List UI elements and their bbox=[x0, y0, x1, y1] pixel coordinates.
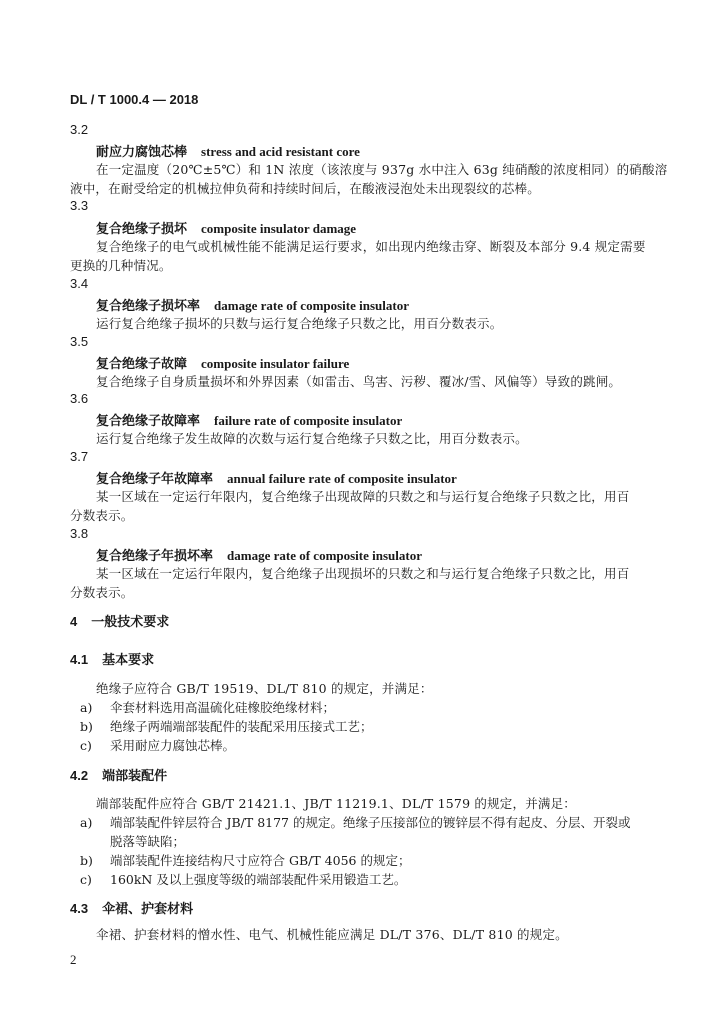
subsection-heading bbox=[70, 765, 167, 784]
subsection-number: 4.1 bbox=[70, 652, 89, 667]
section-number: 4 bbox=[70, 614, 78, 629]
term-title-en: annual failure rate of composite insulator bbox=[227, 471, 457, 486]
term-title-en: failure rate of composite insulator bbox=[214, 413, 403, 428]
term-definition-line: 复合绝缘子自身质量损坏和外界因素（如雷击、鸟害、污秽、覆冰/雪、风偏等）导致的跳闸。 bbox=[96, 374, 622, 389]
standard-number: DL / T 1000.4 — 2018 bbox=[70, 92, 199, 107]
paragraph: 伞裙、护套材料的憎水性、电气、机械性能应满足 DL/T 376、DL/T 810 的规定。 bbox=[96, 927, 568, 942]
term-number: 3.4 bbox=[70, 276, 89, 291]
section-heading bbox=[70, 611, 169, 630]
subsection-number: 4.3 bbox=[70, 901, 89, 916]
term-definition-line: 更换的几种情况。 bbox=[70, 258, 172, 273]
list-item bbox=[80, 870, 406, 888]
term-title-cn: 复合绝缘子损坏率 bbox=[96, 299, 201, 314]
term-definition-line: 分数表示。 bbox=[70, 585, 134, 600]
paragraph: 端部装配件应符合 GB/T 21421.1、JB/T 11219.1、DL/T 1579 的规定，并满足： bbox=[96, 796, 576, 811]
term-number: 3.6 bbox=[70, 391, 89, 406]
term-title-en: damage rate of composite insulator bbox=[214, 298, 409, 313]
term-title-en: damage rate of composite insulator bbox=[227, 548, 422, 563]
list-item bbox=[80, 736, 235, 754]
term-title-cn: 复合绝缘子损坏 bbox=[96, 222, 188, 237]
term-definition-line: 某一区域在一定运行年限内，复合绝缘子出现故障的只数之和与运行复合绝缘子只数之比，用百 bbox=[96, 489, 630, 504]
term-title bbox=[96, 410, 402, 429]
list-item bbox=[80, 717, 373, 735]
term-title-cn: 复合绝缘子故障 bbox=[96, 357, 188, 372]
paragraph: 绝缘子应符合 GB/T 19519、DL/T 810 的规定，并满足： bbox=[96, 681, 433, 696]
list-text: 采用耐应力腐蚀芯棒。 bbox=[110, 738, 236, 753]
term-definition-line: 在一定温度（20℃±5℃）和 1N 浓度（该浓度与 937g 水中注入 63g 纯硝酸的浓度相同）的硝酸溶 bbox=[96, 162, 668, 177]
term-number: 3.2 bbox=[70, 122, 89, 137]
term-title-cn: 复合绝缘子故障率 bbox=[96, 414, 201, 429]
term-title bbox=[96, 545, 422, 564]
term-title bbox=[96, 295, 409, 314]
list-item bbox=[80, 698, 335, 716]
term-number: 3.7 bbox=[70, 449, 89, 464]
list-marker: c) bbox=[80, 738, 92, 753]
term-title bbox=[96, 141, 360, 160]
list-marker: a) bbox=[80, 700, 93, 715]
term-title-en: composite insulator failure bbox=[201, 356, 350, 371]
term-title bbox=[96, 353, 349, 372]
list-marker: a) bbox=[80, 815, 93, 830]
term-title-cn: 复合绝缘子年损坏率 bbox=[96, 549, 214, 564]
term-definition-line: 分数表示。 bbox=[70, 508, 134, 523]
term-definition-line: 运行复合绝缘子发生故障的次数与运行复合绝缘子只数之比，用百分数表示。 bbox=[96, 431, 528, 446]
term-definition-line: 复合绝缘子的电气或机械性能不能满足运行要求，如出现内绝缘击穿、断裂及本部分 9.4 规定需要 bbox=[96, 239, 646, 254]
term-title bbox=[96, 468, 457, 487]
list-marker: c) bbox=[80, 872, 92, 887]
list-marker: b) bbox=[80, 719, 93, 734]
term-title-cn: 耐应力腐蚀芯棒 bbox=[96, 145, 188, 160]
term-title-en: stress and acid resistant core bbox=[201, 144, 360, 159]
term-title bbox=[96, 218, 356, 237]
list-text-continued: 脱落等缺陷； bbox=[110, 834, 186, 849]
subsection-title: 伞裙、护套材料 bbox=[102, 902, 194, 917]
term-title-cn: 复合绝缘子年故障率 bbox=[96, 472, 214, 487]
list-text: 160kN 及以上强度等级的端部装配件采用锻造工艺。 bbox=[110, 872, 407, 887]
list-text: 伞套材料选用高温硫化硅橡胶绝缘材料； bbox=[110, 700, 336, 715]
term-definition-line: 运行复合绝缘子损坏的只数与运行复合绝缘子只数之比，用百分数表示。 bbox=[96, 316, 503, 331]
list-item bbox=[80, 813, 630, 831]
subsection-heading bbox=[70, 649, 154, 668]
subsection-title: 端部装配件 bbox=[102, 769, 168, 784]
term-definition-line: 某一区域在一定运行年限内，复合绝缘子出现损坏的只数之和与运行复合绝缘子只数之比，用百 bbox=[96, 566, 630, 581]
term-definition-line: 液中，在耐受给定的机械拉伸负荷和持续时间后，在酸液浸泡处未出现裂纹的芯棒。 bbox=[70, 181, 540, 196]
list-text: 绝缘子两端端部装配件的装配采用压接式工艺； bbox=[110, 719, 373, 734]
term-title-en: composite insulator damage bbox=[201, 221, 357, 236]
subsection-number: 4.2 bbox=[70, 768, 89, 783]
term-number: 3.8 bbox=[70, 526, 89, 541]
term-number: 3.3 bbox=[70, 198, 89, 213]
section-title: 一般技术要求 bbox=[91, 615, 170, 630]
list-text: 端部装配件锌层符合 JB/T 8177 的规定。绝缘子压接部位的镀锌层不得有起皮、分层、开裂或 bbox=[110, 815, 631, 830]
list-text: 端部装配件连接结构尺寸应符合 GB/T 4056 的规定； bbox=[110, 853, 411, 868]
subsection-title: 基本要求 bbox=[102, 653, 155, 668]
page-number: 2 bbox=[70, 952, 77, 967]
list-item bbox=[80, 851, 410, 869]
term-number: 3.5 bbox=[70, 334, 89, 349]
list-marker: b) bbox=[80, 853, 93, 868]
subsection-heading bbox=[70, 898, 193, 917]
